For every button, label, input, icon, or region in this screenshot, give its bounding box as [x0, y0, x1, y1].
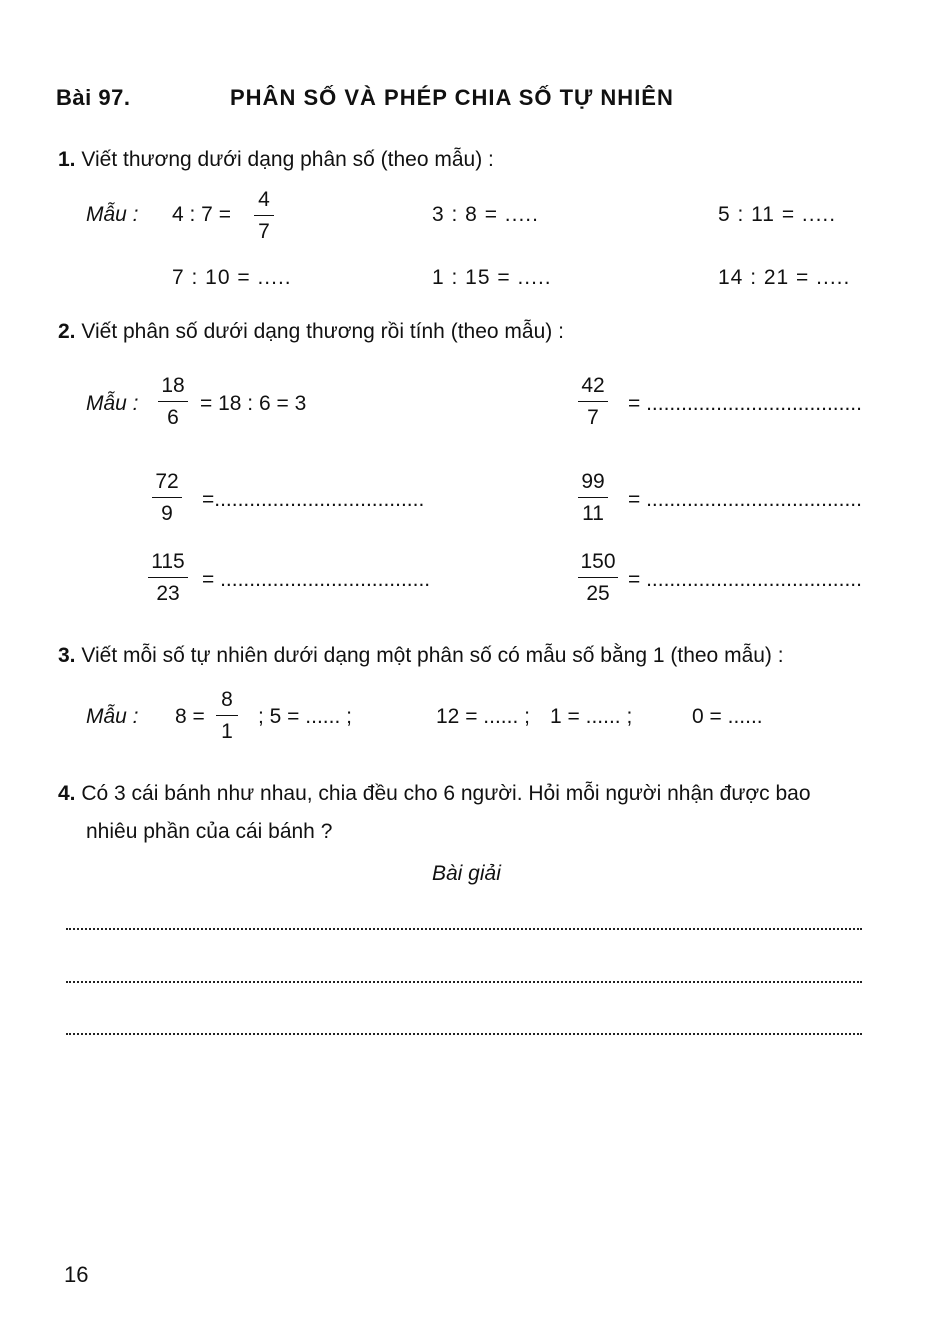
fraction-numerator: 99	[581, 470, 605, 493]
ex2-fraction	[152, 470, 182, 526]
fraction-denominator: 6	[167, 406, 179, 429]
ex2-sample-fraction	[158, 374, 188, 430]
ex4-number: 4.	[58, 782, 76, 805]
fraction-bar	[216, 715, 238, 716]
ex3-item: 12 = ...... ;	[436, 705, 530, 728]
fraction-numerator: 4	[258, 188, 270, 211]
fraction-numerator: 18	[161, 374, 185, 397]
ex1-sample-fraction	[254, 188, 274, 244]
ex2-answer-line: = .....................................	[628, 488, 862, 511]
ex2-answer-line: = .....................................	[628, 392, 862, 415]
ex3-item: 0 = ......	[692, 705, 763, 728]
fraction-denominator: 11	[582, 502, 604, 525]
ex1-item: 1 : 15 = .....	[432, 266, 552, 289]
ex4-line-1	[58, 782, 811, 806]
fraction-bar	[578, 497, 608, 498]
fraction-denominator: 25	[586, 582, 610, 605]
fraction-numerator: 42	[581, 374, 605, 397]
ex3-item: ; 5 = ...... ;	[258, 705, 352, 728]
answer-dotted-line	[66, 928, 862, 930]
ex3-sample-expr: 8 =	[175, 705, 205, 728]
ex2-fraction	[148, 550, 188, 606]
solution-label: Bài giải	[432, 862, 501, 885]
fraction-denominator: 7	[587, 406, 599, 429]
ex2-number: 2.	[58, 320, 76, 343]
fraction-bar	[578, 577, 618, 578]
ex2-answer-line: = .....................................	[628, 568, 862, 591]
fraction-numerator: 150	[580, 550, 616, 573]
ex1-item: 3 : 8 = .....	[432, 203, 539, 226]
ex2-answer-line: =....................................	[202, 488, 425, 511]
ex1-item: 5 : 11 = .....	[718, 203, 837, 226]
fraction-denominator: 7	[258, 220, 270, 243]
page-number: 16	[64, 1262, 89, 1287]
ex2-fraction	[578, 374, 608, 430]
ex1-sample-label: Mẫu :	[86, 203, 139, 226]
fraction-bar	[158, 401, 188, 402]
fraction-bar	[254, 215, 274, 216]
fraction-denominator: 23	[156, 582, 180, 605]
ex2-fraction	[578, 470, 608, 526]
ex1-sample-expr: 4 : 7 =	[172, 203, 231, 226]
ex1-number: 1.	[58, 148, 76, 171]
answer-dotted-line	[66, 1033, 862, 1035]
ex1-item: 7 : 10 = .....	[172, 266, 292, 289]
ex3-sample-label: Mẫu :	[86, 705, 139, 728]
ex2-text: Viết phân số dưới dạng thương rồi tính (theo mẫu) :	[81, 320, 564, 343]
ex4-line-2: nhiêu phần của cái bánh ?	[86, 820, 333, 843]
fraction-numerator: 72	[155, 470, 179, 493]
ex3-item: 1 = ...... ;	[550, 705, 633, 728]
fraction-denominator: 1	[221, 720, 233, 743]
ex2-sample-result: = 18 : 6 = 3	[200, 392, 307, 415]
ex3-instruction	[58, 644, 784, 668]
fraction-denominator: 9	[161, 502, 173, 525]
ex4-text: Có 3 cái bánh như nhau, chia đều cho 6 người. Hỏi mỗi người nhận được bao	[81, 782, 811, 805]
fraction-numerator: 115	[151, 550, 185, 573]
ex2-fraction	[578, 550, 618, 606]
ex2-answer-line: = ....................................	[202, 568, 431, 591]
ex1-text: Viết thương dưới dạng phân số (theo mẫu) :	[81, 148, 494, 171]
ex1-instruction	[58, 148, 494, 172]
lesson-title: PHÂN SỐ VÀ PHÉP CHIA SỐ TỰ NHIÊN	[230, 85, 674, 110]
ex3-number: 3.	[58, 644, 76, 667]
fraction-numerator: 8	[221, 688, 233, 711]
fraction-bar	[152, 497, 182, 498]
answer-dotted-line	[66, 981, 862, 983]
ex2-sample-label: Mẫu :	[86, 392, 139, 415]
fraction-bar	[578, 401, 608, 402]
fraction-bar	[148, 577, 188, 578]
ex1-item: 14 : 21 = .....	[718, 266, 851, 289]
ex2-instruction	[58, 320, 564, 344]
ex3-sample-fraction	[216, 688, 238, 744]
lesson-number: Bài 97.	[56, 85, 131, 110]
ex3-text: Viết mỗi số tự nhiên dưới dạng một phân số có mẫu số bằng 1 (theo mẫu) :	[81, 644, 784, 667]
